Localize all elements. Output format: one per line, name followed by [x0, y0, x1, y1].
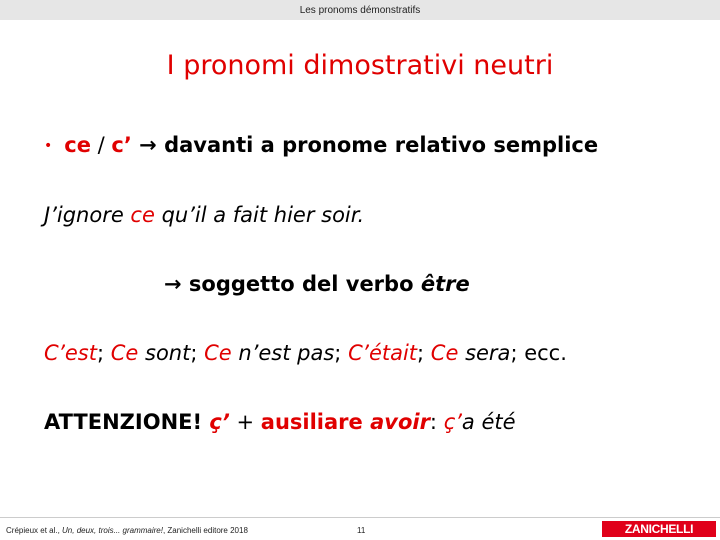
bullet-icon: • [44, 138, 53, 154]
attention-c: ç’ [202, 410, 230, 434]
arrow-icon: → [164, 272, 189, 296]
page-title: I pronomi dimostrativi neutri [166, 50, 554, 81]
example-sentence [44, 203, 364, 227]
sep: ; [417, 341, 431, 365]
form-cetait: C’était [348, 341, 418, 365]
arrow-icon: → [131, 133, 165, 157]
footer-credit [6, 526, 248, 535]
sep: ; [334, 341, 349, 365]
attention-aux: ausiliare [260, 410, 371, 434]
form-nest-pas: n’est pas [231, 341, 335, 365]
form-sont: sont [138, 341, 191, 365]
ce-word: ce [64, 133, 91, 157]
form-ce-sera-ce: Ce [430, 341, 459, 365]
header-bar [0, 0, 720, 20]
zanichelli-logo: ZANICHELLI [602, 521, 716, 537]
attention-ex-c: ç’ [443, 410, 462, 434]
subject-text: soggetto del verbo [188, 272, 421, 296]
bullet-text: davanti a pronome relativo semplice [164, 133, 599, 157]
attention-avoir: avoir [370, 410, 430, 434]
example-ce: ce [130, 203, 155, 227]
bullet-line [44, 133, 598, 157]
header-text: Les pronoms démonstratifs [299, 4, 421, 16]
forms-end: ; ecc. [510, 341, 567, 365]
sep: ; [96, 341, 111, 365]
footer [0, 517, 720, 540]
subject-verb: être [420, 272, 470, 296]
form-cest: C’est [44, 341, 97, 365]
slash: / [90, 133, 112, 157]
attention-plus: + [229, 410, 261, 434]
form-ce-nest-ce: Ce [204, 341, 232, 365]
c-word: c’ [111, 133, 132, 157]
attention-label: ATTENZIONE! [44, 410, 203, 434]
sep: ; [190, 341, 205, 365]
page-number: 11 [357, 526, 366, 535]
example-part2: qu’il a fait hier soir. [154, 203, 365, 227]
attention-ex-rest: a été [461, 410, 516, 434]
forms-line [44, 341, 567, 365]
credit-suffix: , Zanichelli editore 2018 [162, 526, 248, 535]
attention-line [44, 410, 516, 434]
form-sera: sera [458, 341, 511, 365]
form-ce-sont-ce: Ce [110, 341, 139, 365]
subject-line [164, 272, 470, 296]
example-part1: J’ignore [44, 203, 131, 227]
credit-title: Un, deux, trois... grammaire! [62, 526, 163, 535]
credit-prefix: Crépieux et al., [6, 526, 63, 535]
attention-colon: : [429, 410, 444, 434]
